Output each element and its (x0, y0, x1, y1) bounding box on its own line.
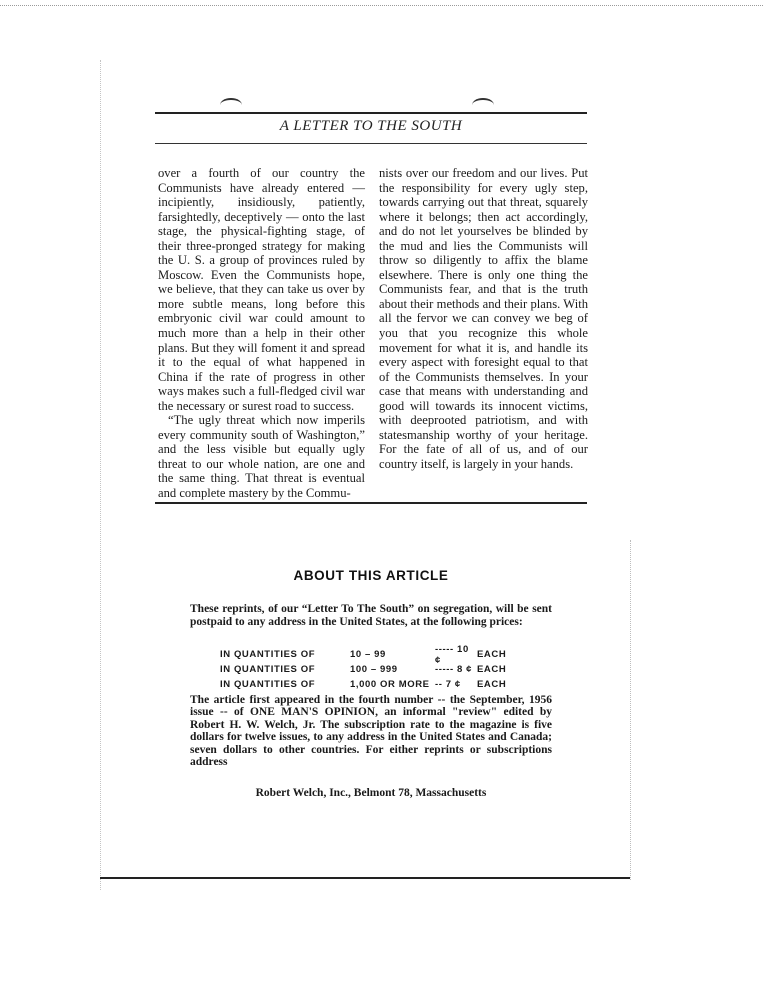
price-row (220, 662, 540, 677)
ornament-left (220, 98, 242, 112)
price-unit: EACH (477, 679, 507, 690)
right-paragraph: nists over our freedom and our lives. Put the responsibility for every ugly step, towards carrying out that threat, squarely where it belongs; then act accordingly, and do not let yourselves be blinded by the mud and lies the Communists will throw so diligently to affix the blame elsewhere. There is only one thing the Communists fear, and that is the truth about their methods and their plans. With all the fervor we can convey we beg of you that you recognize this whole movement for what it is, and handle its every aspect with foresight equal to that of the Communists themselves. In your case that means with understanding and good will towards its innocent victims, with deeprooted patriotism, and with statesmanship worthy of your heritage. For the fate of all of us, and of our country itself, is largely in your hands. (379, 166, 588, 471)
price-label: IN QUANTITIES OF (220, 679, 316, 690)
scan-edge-top (0, 5, 763, 6)
price-amount: ----- 10 ¢ (435, 643, 469, 666)
left-paragraph: over a fourth of our country the Communists have already entered — incipiently, insidiously, patiently, farsightedly, deceptively — onto the last stage, the physical-fighting stage, of their three-pronged strategy for making the U. S. a group of provinces ruled by Moscow. Even the Communists hope, we believe, that they can take us over by more subtle means, long before this embryonic civil war could amount to much more than a help in their other plans. But they will foment it and spread it to the equal of what happened in China if the rate of progress in other ways makes such a full-fledged civil war the necessary or surest road to success. (158, 166, 365, 413)
price-amount: ----- 8 ¢ (435, 664, 473, 675)
price-label: IN QUANTITIES OF (220, 664, 316, 675)
price-unit: EACH (477, 649, 507, 660)
publisher-address: Robert Welch, Inc., Belmont 78, Massachusetts (255, 787, 487, 799)
price-range: 1,000 OR MORE (350, 679, 430, 690)
left-paragraph: “The ugly threat which now imperils every community south of Washington,” and the less visible but equally ugly threat to our whole nation, are one and the same thing. That threat is eventual and complete mastery by the Commu- (158, 413, 365, 501)
article-left-column (158, 166, 365, 501)
header-bottom-rule (155, 143, 587, 144)
about-heading: ABOUT THIS ARTICLE (293, 568, 449, 583)
price-table (220, 643, 540, 692)
article-bottom-rule (155, 502, 587, 504)
page-bottom-rule (100, 877, 630, 879)
ornament-right (472, 98, 494, 112)
price-range: 10 – 99 (350, 649, 386, 660)
price-row (220, 643, 540, 666)
about-intro: These reprints, of our “Letter To The South” on segregation, will be sent postpaid to any address in the United States, at the following prices: (190, 603, 552, 628)
price-range: 100 – 999 (350, 664, 398, 675)
article-title: A LETTER TO THE SOUTH (279, 118, 463, 134)
scan-edge-right (630, 540, 631, 880)
price-amount: -- 7 ¢ (435, 679, 461, 690)
price-label: IN QUANTITIES OF (220, 649, 316, 660)
article-right-column (379, 166, 588, 471)
header-top-rule (155, 112, 587, 114)
about-description: The article first appeared in the fourth number -- the September, 1956 issue -- of ONE MAN'S OPINION, an informal "review" edited by Robert H. W. Welch, Jr. The subscription rate to the magazine is five dollars for twelve issues, to any address in the United States and Canada; seven dollars to other countries. For either reprints or subscriptions address (190, 694, 552, 769)
price-row (220, 677, 540, 692)
price-unit: EACH (477, 664, 507, 675)
scan-edge-left (100, 60, 101, 890)
